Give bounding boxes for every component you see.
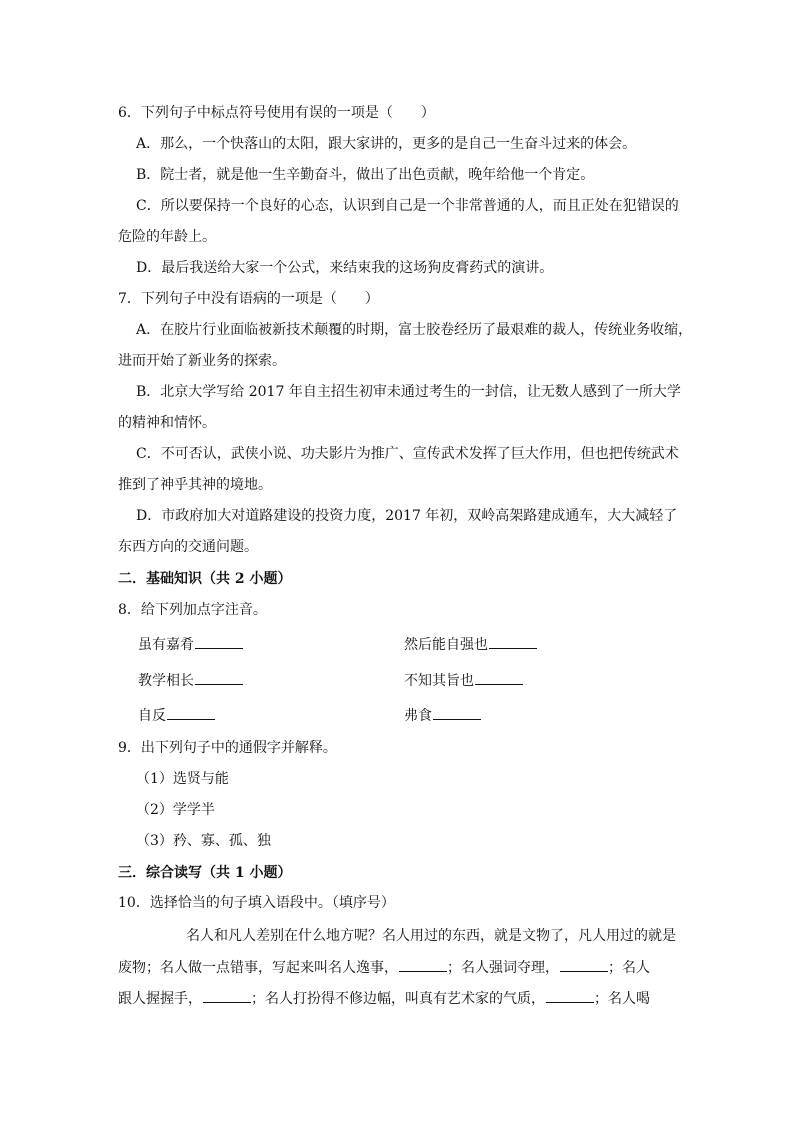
question-6-option-d: D．最后我送给大家一个公式，来结束我的这场狗皮膏药式的演讲。: [136, 260, 554, 276]
question-8-item-2: 然后能自强也: [404, 634, 537, 655]
answer-blank[interactable]: [475, 670, 523, 685]
question-10-paragraph-line2: 废物；名人做一点错事，写起来叫名人逸事， ；名人强词夺理， ；名人: [118, 957, 650, 978]
answer-blank[interactable]: [399, 957, 447, 972]
question-7-option-c-line1: C．不可否认，武侠小说、功夫影片为推广、宣传武术发挥了巨大作用，但也把传统武术: [136, 446, 679, 462]
section-3-heading: 三．综合读写（共 1 小题）: [118, 865, 292, 881]
question-7-option-c-line2: 推到了神乎其神的境地。: [118, 477, 272, 493]
question-6-option-c-line1: C．所以要保持一个良好的心态，认识到自己是一个非常普通的人，而且正处在犯错误的: [136, 198, 679, 214]
answer-blank[interactable]: [433, 705, 481, 720]
question-10-stem: 10．选择恰当的句子填入语段中。（填序号）: [118, 895, 395, 911]
question-9-item-1: （1）选贤与能: [136, 771, 229, 787]
answer-blank[interactable]: [489, 634, 537, 649]
question-7-option-d-line2: 东西方向的交通问题。: [118, 539, 258, 555]
question-8-item-1: 虽有嘉肴: [138, 634, 243, 655]
answer-blank[interactable]: [167, 705, 215, 720]
question-7-stem: 7．下列句子中没有语病的一项是（ ）: [118, 291, 379, 307]
section-2-heading: 二．基础知识（共 2 小题）: [118, 571, 292, 587]
question-8-item-4: 不知其旨也: [404, 670, 523, 691]
question-9-item-3: （3）矜、寡、孤、独: [136, 833, 271, 849]
question-8-item-6: 弗食: [404, 705, 481, 726]
question-10-paragraph-line1: 名人和凡人差别在什么地方呢？名人用过的东西，就是文物了，凡人用过的就是: [186, 928, 676, 944]
answer-blank[interactable]: [203, 988, 251, 1003]
question-7-option-a-line2: 进而开始了新业务的探索。: [118, 353, 286, 369]
answer-blank[interactable]: [195, 670, 243, 685]
question-6-stem: 6．下列句子中标点符号使用有误的一项是（ ）: [118, 105, 435, 121]
question-7-option-b-line2: 的精神和情怀。: [118, 415, 216, 431]
question-8-stem: 8．给下列加点字注音。: [118, 602, 267, 618]
question-7-option-d-line1: D．市政府加大对道路建设的投资力度，2017 年初，双岭高架路建成通车，大大减轻了: [136, 508, 678, 524]
question-6-option-c-line2: 危险的年龄上。: [118, 229, 216, 245]
question-6-option-b: B．院士者，就是他一生辛勤奋斗，做出了出色贡献，晚年给他一个肯定。: [136, 167, 595, 183]
answer-blank[interactable]: [560, 957, 608, 972]
question-6-option-a: A．那么，一个快落山的太阳，跟大家讲的，更多的是自己一生奋斗过来的体会。: [136, 136, 637, 152]
question-8-item-5: 自反: [138, 705, 215, 726]
question-7-option-a-line1: A．在胶片行业面临被新技术颠覆的时期，富士胶卷经历了最艰难的裁人，传统业务收缩，: [136, 322, 693, 338]
question-10-paragraph-line3: 跟人握握手， ；名人打扮得不修边幅，叫真有艺术家的气质， ；名人喝: [118, 988, 650, 1009]
question-9-stem: 9．出下列句子中的通假字并解释。: [118, 740, 337, 756]
answer-blank[interactable]: [195, 634, 243, 649]
answer-blank[interactable]: [546, 988, 594, 1003]
question-7-option-b-line1: B．北京大学写给 2017 年自主招生初审未通过考生的一封信，让无数人感到了一所大学: [136, 384, 681, 400]
question-8-item-3: 教学相长: [138, 670, 243, 691]
question-9-item-2: （2）学学半: [136, 802, 215, 818]
